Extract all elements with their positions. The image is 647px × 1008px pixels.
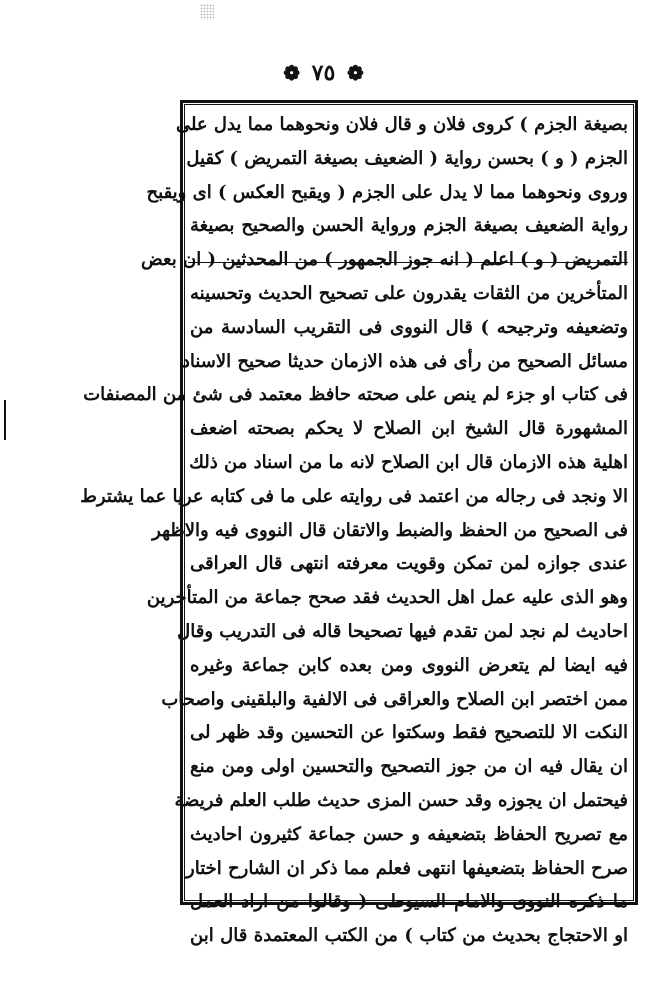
text-line: صرح الحفاظ بتضعيفها انتهى فعلم مما ذكر ان الشارح اختار (186, 857, 628, 879)
text-line: التمريض ( و ) اعلم ( انه جوز الجمهور ) من المحدثين ( ان بعض (141, 249, 628, 271)
text-line: المتأخرين من الثقات يقدرون على تصحيح الحديث وتحسينه (190, 282, 628, 304)
paper-speck (200, 4, 214, 20)
text-line: فيه ايضا لم يتعرض النووى ومن بعده كابن جماعة وغيره (190, 654, 628, 676)
text-line: فيحتمل ان يجوزه وقد حسن المزى حديث طلب العلم فريضة (174, 789, 628, 811)
text-line: مسائل الصحيح من رأى فى هذه الازمان حديثا صحيح الاسناد (181, 350, 628, 372)
margin-mark (4, 400, 6, 440)
text-line: الجزم ( و ) بحسن رواية ( الضعيف بصيغة التمريض ) كقيل (186, 147, 628, 169)
text-line: او الاحتجاج بحديث من كتاب ) من الكتب المعتمدة قال ابن (190, 925, 628, 947)
text-line: اهلية هذه الازمان قال ابن الصلاح لانه ما من اسناد من ذلك (189, 451, 628, 473)
text-line: ما ذكره النووى والامام السيوطى ( وقالوا من اراد العمل (190, 891, 628, 913)
text-line: مع تصريح الحفاظ بتضعيفه و حسن جماعة كثيرون احاديث (190, 823, 628, 845)
text-line: عندى جوازه لمن تمكن وقويت معرفته انتهى قال العراقى (190, 553, 628, 575)
body-text (80, 108, 632, 953)
text-line: فى الصحيح من الحفظ والضبط والاتقان قال النووى فيه والاظهر (152, 519, 628, 541)
text-line: وتضعيفه وترجيحه ) قال النووى فى التقريب السادسة من (190, 316, 628, 338)
page-number-header (0, 58, 647, 88)
text-line: المشهورة قال الشيخ ابن الصلاح لا يحكم بصحته اضعف (190, 418, 628, 440)
text-line: احاديث لم نجد لمن تقدم فيها تصحيحا قاله فى التدريب وقال (177, 620, 628, 642)
text-line: النكت الا للتصحيح فقط وسكتوا عن التحسين وقد ظهر لى (190, 722, 628, 744)
text-line: وروى ونحوهما مما لا يدل على الجزم ( ويقبح العكس ) اى ويقبح (146, 181, 628, 203)
page-number: ٧٥ (311, 60, 336, 86)
text-line: ممن اختصر ابن الصلاح والعراقى فى الالفية والبلقينى واصحاب (161, 688, 628, 710)
ornament-right-icon: ❁ (283, 61, 300, 85)
text-line: ان يقال فيه ان من جوز التصحيح والتحسين اولى ومن منع (190, 756, 628, 778)
text-line: فى كتاب او جزء لم ينص على صحته حافظ معتمد فى شئ من المصنفات (83, 384, 628, 406)
ornament-left-icon: ❁ (346, 61, 364, 85)
text-line: بصيغة الجزم ) كروى فلان و قال فلان ونحوهما مما يدل على (175, 114, 628, 135)
text-line: الا ونجد فى رجاله من اعتمد فى روايته على ما فى كتابه عريا عما يشترط (80, 485, 628, 507)
text-line: وهو الذى عليه عمل اهل الحديث فقد صحح جماعة من المتأخرين (146, 587, 628, 609)
text-line: رواية الضعيف بصيغة الجزم ورواية الحسن والصحيح بصيغة (190, 215, 628, 237)
